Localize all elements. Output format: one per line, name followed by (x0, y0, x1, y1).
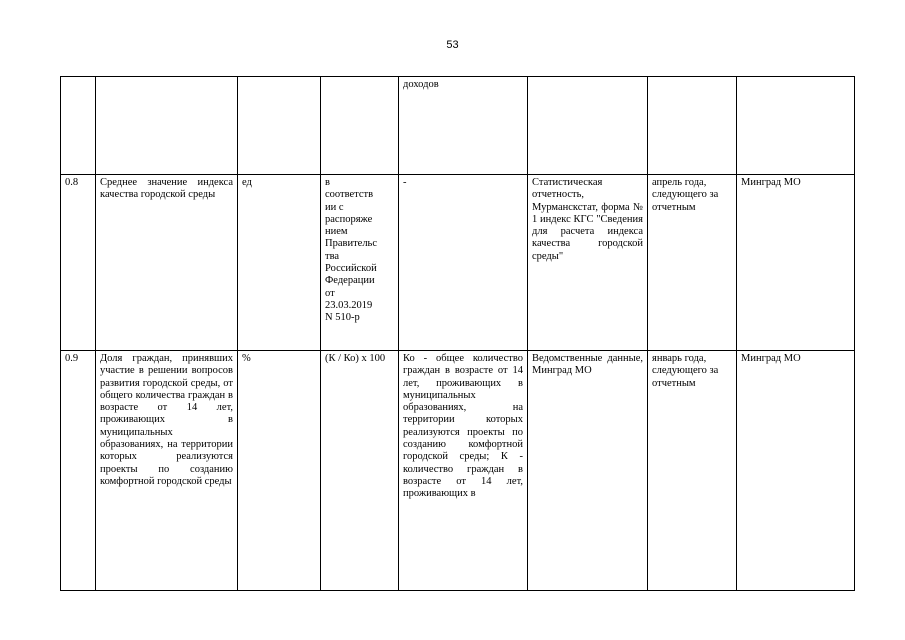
cell-unit: % (238, 351, 321, 591)
cell-responsible: Минград МО (737, 175, 855, 351)
cell-source-text: Статистическая отчетность, Мурманскстат, форма № 1 индекс КГС "Сведения для расчета индекса качества городской среды" (532, 177, 643, 262)
cell-method (321, 175, 399, 351)
cell-period: апрель года, следующего за отчетным (648, 175, 737, 351)
cell-source (528, 175, 648, 351)
cell-name (96, 175, 238, 351)
cell-name (96, 77, 238, 175)
cell-definition-text: Ко - общее количество граждан в возрасте от 14 лет, проживающих в муниципальных образованиях, на территории которых реализуются проекты по созданию комфортной городской среды; К - количество граждан в возрасте от 14 лет, проживающих в (403, 353, 523, 500)
cell-responsible: Минград МО (737, 351, 855, 591)
page-number: 53 (446, 39, 459, 51)
cell-name-text: Доля граждан, принявших участие в решении вопросов развития городской среды, от общего количества граждан в возрасте от 14 лет, проживающих в муниципальных образованиях, на территории которых реализуются проекты по созданию комфортной городской среды (100, 353, 233, 487)
cell-unit (238, 77, 321, 175)
cell-method-text: (К / Ко) x 100 (325, 353, 386, 364)
cell-method (321, 351, 399, 591)
table-row-continuation (61, 77, 855, 175)
table-row-0-8 (61, 175, 855, 351)
cell-definition: доходов (399, 77, 528, 175)
cell-unit: ед (238, 175, 321, 351)
cell-responsible (737, 77, 855, 175)
cell-period: январь года, следующего за отчетным (648, 351, 737, 591)
cell-source (528, 351, 648, 591)
cell-id: 0.8 (61, 175, 96, 351)
cell-method-text: в соответств ии с распоряже нием Правительс тва Российской Федерации от 23.03.2019 N 510-р (325, 177, 378, 324)
indicator-table (60, 76, 855, 591)
cell-name (96, 351, 238, 591)
cell-id: 0.9 (61, 351, 96, 591)
cell-method (321, 77, 399, 175)
cell-period (648, 77, 737, 175)
cell-id (61, 77, 96, 175)
cell-name-text: Среднее значение индекса качества городской среды (100, 177, 233, 201)
table-row-0-9 (61, 351, 855, 591)
cell-definition (399, 351, 528, 591)
cell-source (528, 77, 648, 175)
cell-definition: - (399, 175, 528, 351)
cell-source-text: Ведомственные данные, Минград МО (532, 353, 643, 377)
